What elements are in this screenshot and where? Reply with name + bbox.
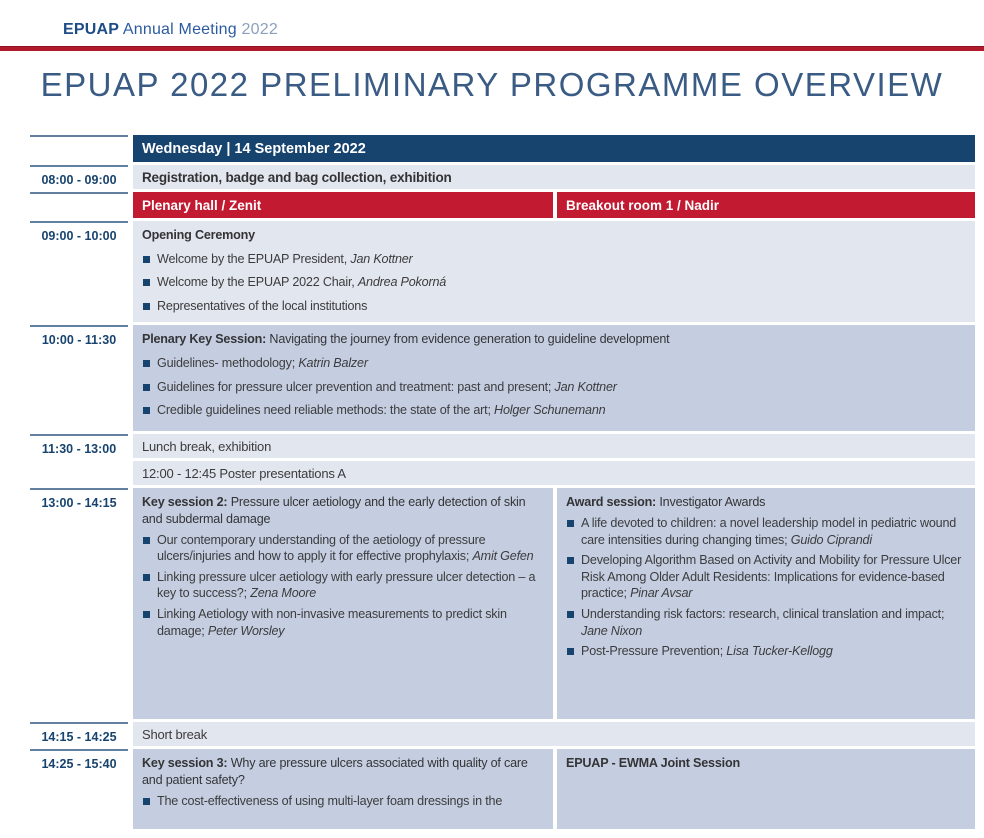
session-subtitle: Investigator Awards bbox=[659, 495, 766, 510]
bullet-square-icon bbox=[143, 303, 150, 310]
speaker-name: Guido Ciprandi bbox=[790, 532, 872, 547]
row-content bbox=[133, 192, 975, 218]
agenda-item bbox=[566, 606, 965, 639]
bullet-square-icon bbox=[567, 520, 574, 527]
time-spacer bbox=[30, 135, 128, 162]
agenda-item bbox=[566, 515, 965, 548]
speaker-name: Katrin Balzer bbox=[298, 356, 368, 371]
speaker-name: Zena Moore bbox=[250, 586, 317, 601]
page-title: EPUAP 2022 PRELIMINARY PROGRAMME OVERVIEW bbox=[40, 66, 944, 103]
agenda-item-text: Welcome by the EPUAP President, Jan Kottner bbox=[157, 251, 413, 266]
room-header-left: Plenary hall / Zenit bbox=[133, 192, 553, 218]
masthead bbox=[0, 0, 984, 39]
agenda-item bbox=[566, 552, 965, 602]
session-heading bbox=[142, 755, 543, 788]
session-cell bbox=[133, 221, 975, 322]
session-subtitle: Why are pressure ulcers associated with quality of care and patient safety? bbox=[142, 756, 528, 788]
row-content bbox=[133, 325, 975, 431]
bullet-square-icon bbox=[567, 611, 574, 618]
brand-annual: Annual Meeting bbox=[122, 21, 237, 38]
agenda-item-text: Understanding risk factors: research, clinical translation and impact; Jane Nixon bbox=[581, 607, 945, 638]
schedule-row-simple bbox=[30, 434, 975, 458]
speaker-name: Jane Nixon bbox=[581, 623, 643, 638]
session-cell bbox=[133, 488, 553, 719]
session-heading bbox=[142, 494, 543, 527]
agenda-item bbox=[142, 355, 965, 372]
time-spacer bbox=[30, 461, 128, 485]
agenda-item-text: Guidelines for pressure ulcer prevention and treatment: past and present; Jan Kottner bbox=[157, 379, 617, 394]
schedule-entry: Registration, badge and bag collection, exhibition bbox=[133, 165, 975, 189]
agenda-item-text: Linking Aetiology with non-invasive measurements to predict skin damage; Peter Worsley bbox=[157, 607, 507, 638]
bullet-square-icon bbox=[143, 360, 150, 367]
agenda-item-text: Developing Algorithm Based on Activity and Mobility for Pressure Ulcer Risk Among Older Adult Residents: Implications for evidence-based practice; Pinar Avsar bbox=[581, 553, 962, 601]
schedule-row-session bbox=[30, 325, 975, 431]
time-slot: 14:25 - 15:40 bbox=[30, 749, 128, 829]
speaker-name: Andrea Pokorná bbox=[357, 275, 447, 290]
schedule-entry: 12:00 - 12:45 Poster presentations A bbox=[133, 461, 975, 485]
agenda-item bbox=[142, 298, 965, 315]
time-slot: 13:00 - 14:15 bbox=[30, 488, 128, 719]
agenda-item-text: Post-Pressure Prevention; Lisa Tucker-Kellogg bbox=[581, 644, 833, 659]
row-content bbox=[133, 221, 975, 322]
bullet-square-icon bbox=[143, 407, 150, 414]
speaker-name: Jan Kottner bbox=[350, 251, 413, 266]
bullet-square-icon bbox=[143, 798, 150, 805]
bullet-square-icon bbox=[143, 574, 150, 581]
time-spacer bbox=[30, 192, 128, 218]
agenda-item-text: Credible guidelines need reliable methods: the state of the art; Holger Schunemann bbox=[157, 403, 606, 418]
agenda-item-text: Our contemporary understanding of the aetiology of pressure ulcers/injuries and how to apply it for effective prophylaxis; Amit Gefen bbox=[157, 532, 534, 564]
bullet-square-icon bbox=[143, 256, 150, 263]
session-title: Key session 3: bbox=[142, 756, 228, 771]
agenda-item-text: The cost-effectiveness of using multi-layer foam dressings in the bbox=[157, 793, 503, 808]
schedule-row-session bbox=[30, 749, 975, 829]
session-title: Key session 2: bbox=[142, 495, 228, 510]
brand-epuap: EPUAP bbox=[63, 21, 120, 38]
header-rule bbox=[0, 46, 984, 51]
day-header: Wednesday | 14 September 2022 bbox=[133, 135, 975, 162]
schedule-row-session bbox=[30, 221, 975, 322]
session-title: Award session: bbox=[566, 495, 657, 510]
row-content bbox=[133, 135, 975, 162]
row-content bbox=[133, 165, 975, 189]
schedule-row-session bbox=[30, 488, 975, 719]
session-subtitle: Pressure ulcer aetiology and the early detection of skin and subdermal damage bbox=[142, 495, 526, 527]
row-content bbox=[133, 722, 975, 746]
session-cell bbox=[133, 749, 553, 829]
session-cell bbox=[557, 749, 975, 829]
agenda-item-text: Guidelines- methodology; Katrin Balzer bbox=[157, 356, 368, 371]
session-cell bbox=[133, 325, 975, 431]
session-heading bbox=[142, 227, 965, 244]
row-content bbox=[133, 434, 975, 458]
row-content bbox=[133, 749, 975, 829]
schedule-entry: Lunch break, exhibition bbox=[133, 434, 975, 458]
session-heading bbox=[566, 494, 965, 511]
time-slot: 09:00 - 10:00 bbox=[30, 221, 128, 322]
agenda-item bbox=[142, 793, 543, 810]
speaker-name: Lisa Tucker-Kellogg bbox=[726, 644, 833, 659]
bullet-square-icon bbox=[567, 648, 574, 655]
session-cell bbox=[557, 488, 975, 719]
schedule-row-simple bbox=[30, 165, 975, 189]
speaker-name: Peter Worsley bbox=[207, 623, 285, 638]
schedule-row-simple bbox=[30, 461, 975, 485]
room-header-right: Breakout room 1 / Nadir bbox=[557, 192, 975, 218]
session-title: Plenary Key Session: bbox=[142, 332, 267, 347]
speaker-name: Amit Gefen bbox=[472, 549, 534, 564]
bullet-square-icon bbox=[567, 557, 574, 564]
agenda-item-text: Representatives of the local institutions bbox=[157, 298, 368, 313]
session-title: EPUAP - EWMA Joint Session bbox=[566, 756, 740, 771]
session-heading bbox=[142, 331, 965, 348]
time-slot: 08:00 - 09:00 bbox=[30, 165, 128, 189]
agenda-item-text: Welcome by the EPUAP 2022 Chair, Andrea Pokorná bbox=[157, 275, 447, 290]
time-slot: 14:15 - 14:25 bbox=[30, 722, 128, 746]
agenda-item-text: Linking pressure ulcer aetiology with early pressure ulcer detection – a key to success?; Zena Moore bbox=[157, 569, 536, 601]
schedule-row-simple bbox=[30, 722, 975, 746]
time-slot: 10:00 - 11:30 bbox=[30, 325, 128, 431]
agenda-item bbox=[142, 251, 965, 268]
row-content bbox=[133, 488, 975, 719]
row-content bbox=[133, 461, 975, 485]
agenda-item bbox=[142, 402, 965, 419]
session-title: Opening Ceremony bbox=[142, 228, 255, 242]
speaker-name: Jan Kottner bbox=[554, 379, 617, 394]
schedule-row-rooms bbox=[30, 192, 975, 218]
brand-year: 2022 bbox=[241, 21, 278, 38]
agenda-item bbox=[142, 569, 543, 602]
time-slot: 11:30 - 13:00 bbox=[30, 434, 128, 458]
schedule-row-day bbox=[30, 135, 975, 162]
session-heading bbox=[566, 755, 965, 772]
agenda-item bbox=[142, 379, 965, 396]
agenda-item bbox=[142, 532, 543, 565]
session-subtitle: Navigating the journey from evidence generation to guideline development bbox=[269, 332, 670, 347]
bullet-square-icon bbox=[143, 279, 150, 286]
schedule-entry: Short break bbox=[133, 722, 975, 746]
bullet-square-icon bbox=[143, 611, 150, 618]
bullet-square-icon bbox=[143, 384, 150, 391]
speaker-name: Holger Schunemann bbox=[494, 403, 606, 418]
agenda-item bbox=[142, 606, 543, 639]
agenda-item bbox=[566, 643, 965, 660]
speaker-name: Pinar Avsar bbox=[630, 586, 693, 601]
schedule-table bbox=[30, 135, 975, 829]
agenda-item bbox=[142, 274, 965, 291]
bullet-square-icon bbox=[143, 537, 150, 544]
agenda-item-text: A life devoted to children: a novel leadership model in pediatric wound care intensities during changing times; Guido Ciprandi bbox=[581, 516, 957, 547]
